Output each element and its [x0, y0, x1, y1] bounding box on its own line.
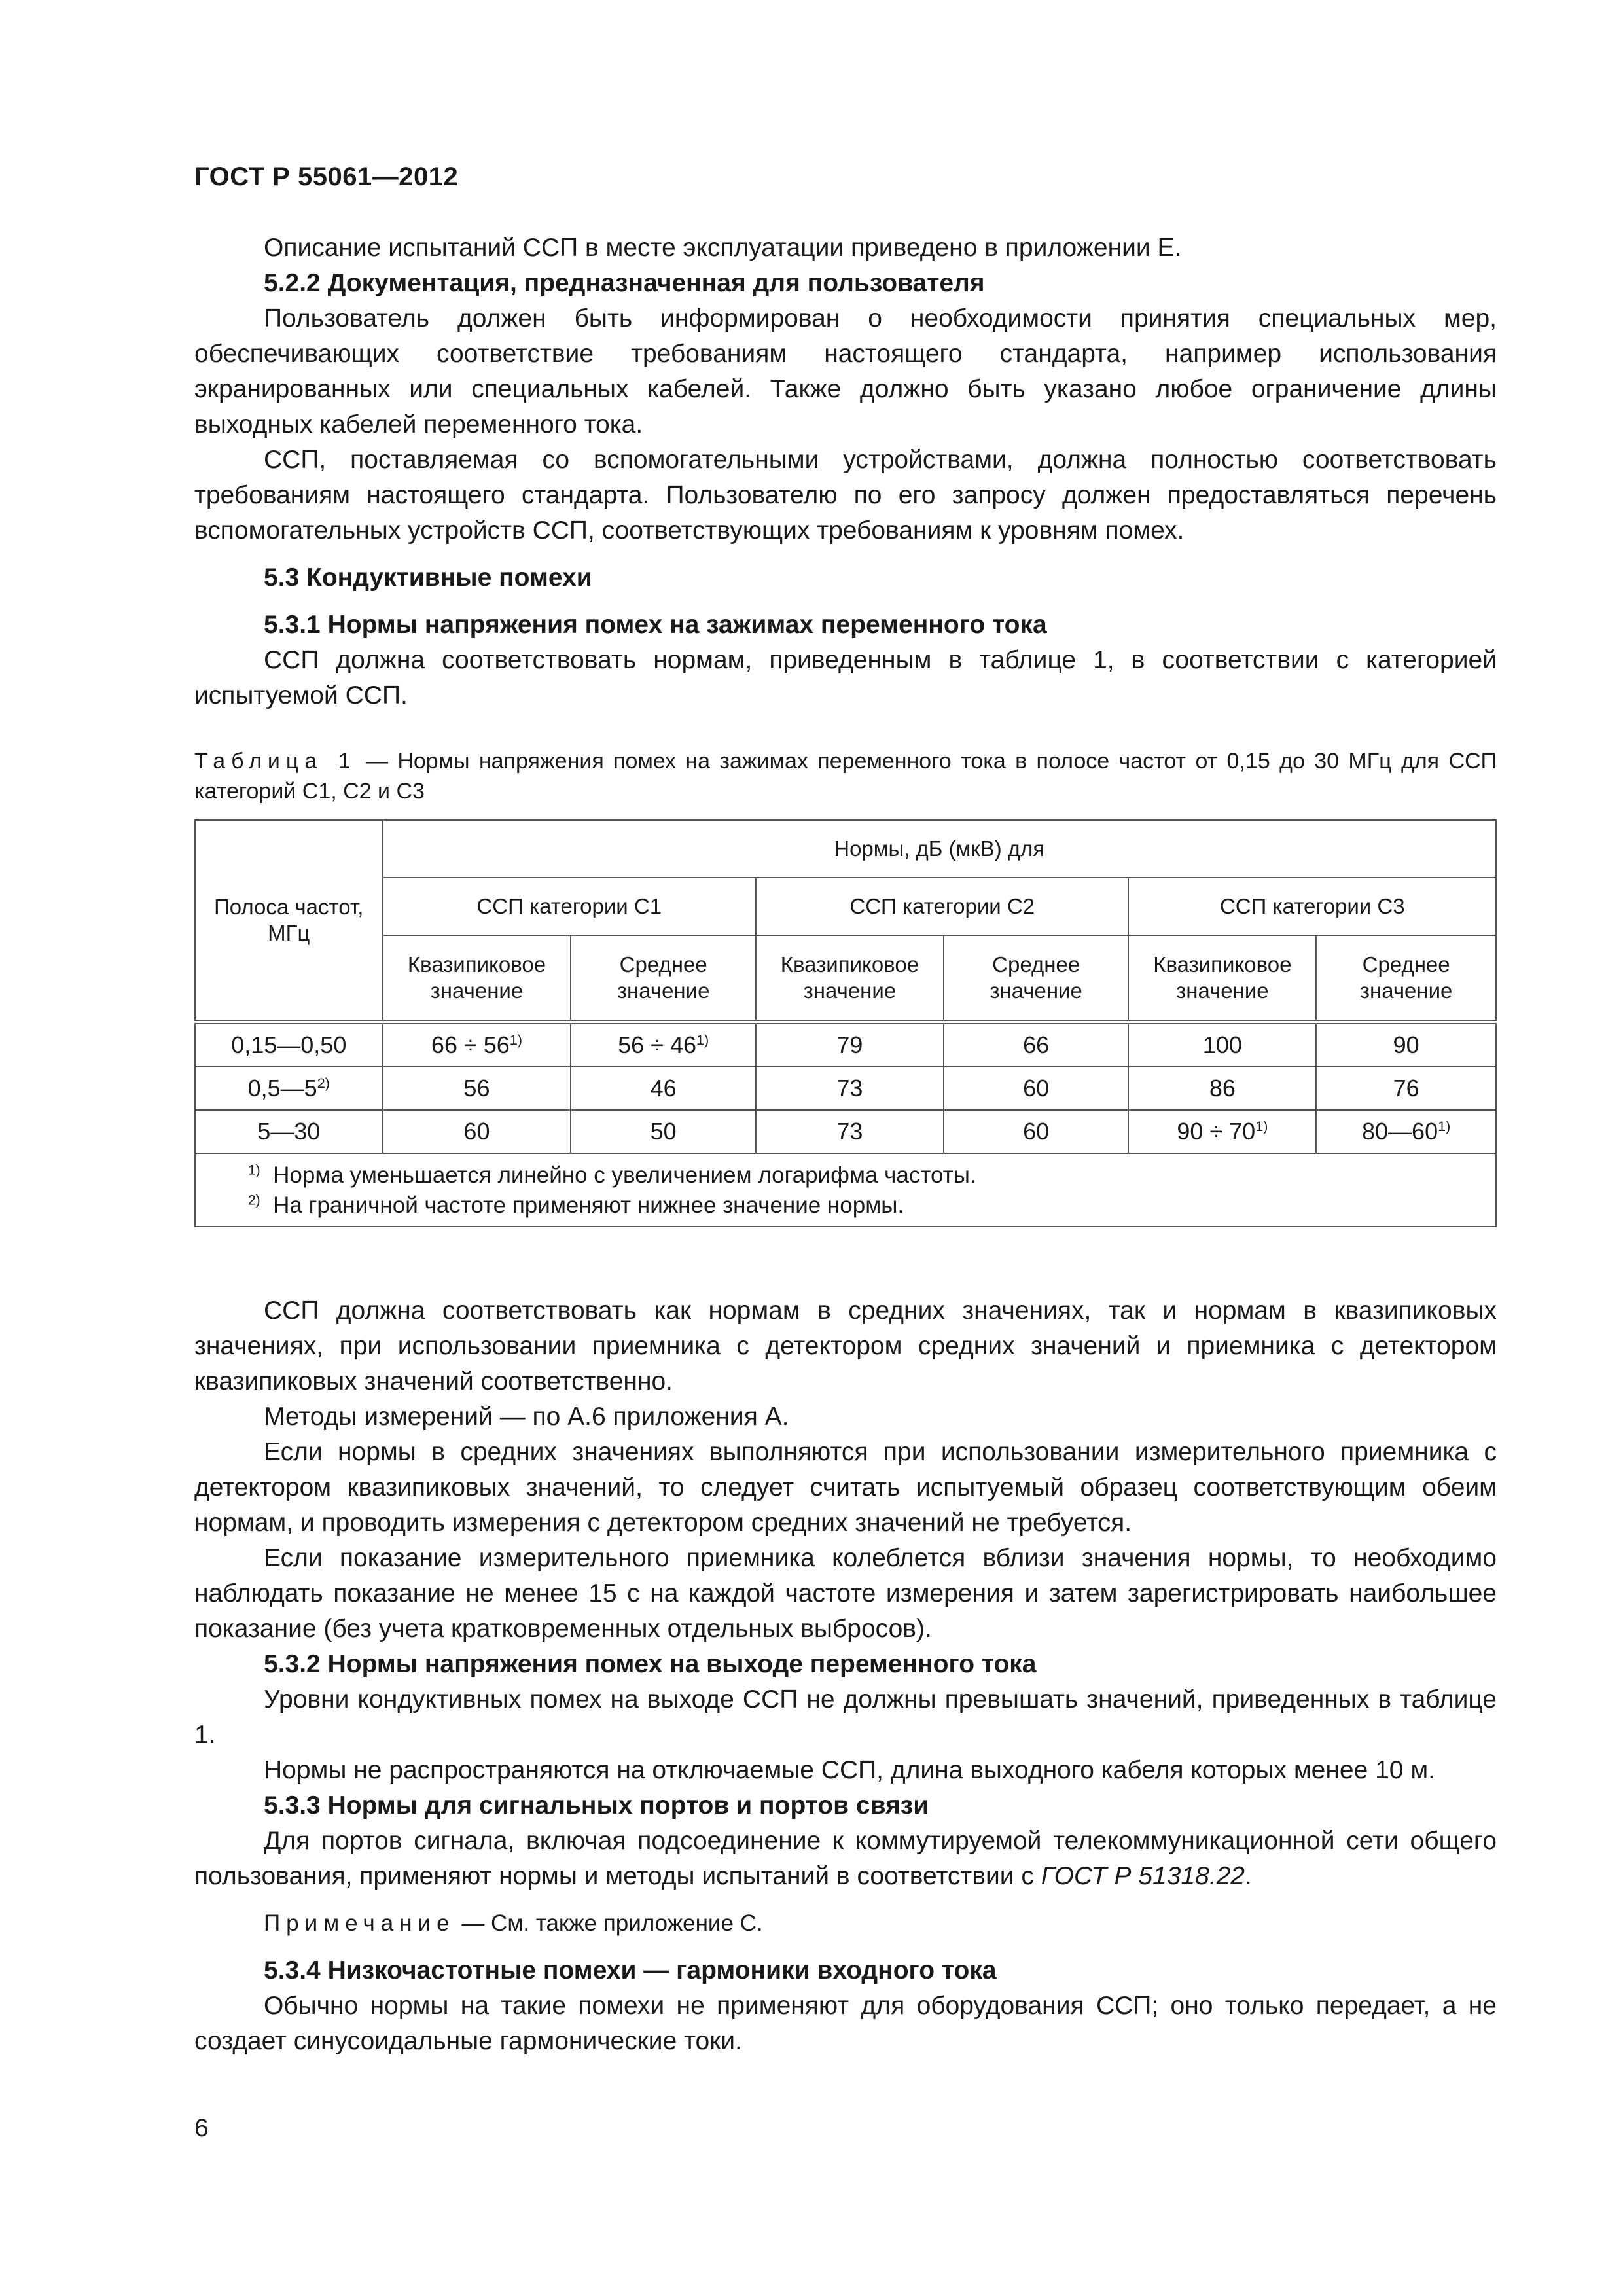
cell-c2-average: 60 — [944, 1067, 1129, 1110]
paragraph-auxiliary-devices: ССП, поставляемая со вспомогательными устройствами, должна полностью соответствовать требованиям настоящего стандарта. Пользователю по его запросу должен предоставляться перечень вспомогательных устройств ССП, соответствующих требованиям к уровням помех. — [194, 446, 1497, 545]
paragraph-methods: Методы измерений — по А.6 приложения А. — [264, 1403, 789, 1431]
footnote-2: $^{2)}$ На граничной частоте применяют нижнее значение нормы. — [248, 1193, 904, 1218]
heading-5-3-2: 5.3.2 Нормы напряжения помех на выходе переменного тока — [264, 1650, 1037, 1678]
header-category-c1: ССП категории С1 — [383, 878, 756, 935]
paragraph-both-norms: ССП должна соответствовать как нормам в средних значениях, так и нормам в квазипиковых значениях, при использовании приемника с детектором средних значений и приемника с детектором квазипиковых значений соответственно. — [194, 1297, 1497, 1395]
paragraph-compliance: ССП должна соответствовать нормам, приведенным в таблице 1, в соответствии с категорией испытуемой ССП. — [194, 646, 1497, 709]
heading-5-3: 5.3 Кондуктивные помехи — [264, 564, 592, 592]
header-category-c2: ССП категории С2 — [756, 878, 1128, 935]
header-frequency-band: Полоса частот, МГц — [195, 820, 383, 1022]
cell-c3-average: 90 — [1316, 1022, 1496, 1067]
paragraph-quasipeak-detector: Если нормы в средних значениях выполняются при использовании измерительного приемника с детектором квазипиковых значений, то следует считать испытуемый образец соответствующим обеим нормам, и проводить измерения с детектором средних значений не требуется. — [194, 1438, 1497, 1537]
header-c2-average: Среднее значение — [944, 935, 1129, 1022]
header-category-c3: ССП категории С3 — [1128, 878, 1496, 935]
norms-table — [194, 819, 1497, 1227]
cell-c3-average: 80—60$^{1)}$ — [1316, 1110, 1496, 1153]
standard-code-header: ГОСТ Р 55061—2012 — [194, 162, 459, 191]
paragraph-harmonics: Обычно нормы на такие помехи не применяют для оборудования ССП; оно только передает, а не создает синусоидальные гармонические токи. — [194, 1992, 1497, 2055]
paragraph-fluctuating-reading: Если показание измерительного приемника колеблется вблизи значения нормы, то необходимо наблюдать показание не менее 15 с на каждой частоте измерения и затем зарегистрировать наибольшее показание (без учета кратковременных отдельных выбросов). — [194, 1544, 1497, 1643]
paragraph-field-tests: Описание испытаний ССП в месте эксплуатации приведено в приложении Е. — [264, 234, 1182, 262]
cell-frequency: 0,15—0,50 — [195, 1022, 383, 1067]
paragraph-signal-ports: Для портов сигнала, включая подсоединение к коммутируемой телекоммуникационной сети общего пользования, применяют нормы и методы испытаний в соответствии с ГОСТ Р 51318.22. — [194, 1827, 1497, 1890]
cell-c3-average: 76 — [1316, 1067, 1496, 1110]
note-text: — См. также приложение С. — [455, 1910, 763, 1936]
cell-frequency: 5—30 — [195, 1110, 383, 1153]
header-c1-average: Среднее значение — [571, 935, 756, 1022]
note — [194, 1906, 1497, 1941]
cell-c1-quasipeak: 56 — [383, 1067, 571, 1110]
table-caption-text: — Нормы напряжения помех на зажимах переменного тока в полосе частот от 0,15 до 30 МГц для ССП категорий С1, С2 и С3 — [194, 749, 1497, 804]
cell-c2-average: 66 — [944, 1022, 1129, 1067]
heading-5-3-3: 5.3.3 Нормы для сигнальных портов и портов связи — [264, 1791, 929, 1820]
heading-5-3-1: 5.3.1 Нормы напряжения помех на зажимах переменного тока — [264, 611, 1047, 639]
table-row — [195, 1022, 1496, 1067]
paragraph-output-levels: Уровни кондуктивных помех на выходе ССП не должны превышать значений, приведенных в таблице 1. — [194, 1685, 1497, 1749]
header-norms: Нормы, дБ (мкВ) для — [383, 820, 1496, 878]
footnote-1: $^{1)}$ Норма уменьшается линейно с увеличением логарифма частоты. — [248, 1162, 976, 1188]
cell-c1-average: $56 \div 46^{1)}$ — [571, 1022, 756, 1067]
header-c2-quasipeak: Квазипиковое значение — [756, 935, 944, 1022]
cell-c1-quasipeak: 60 — [383, 1110, 571, 1153]
header-c3-quasipeak: Квазипиковое значение — [1128, 935, 1316, 1022]
standard-reference: ГОСТ Р 51318.22 — [1041, 1862, 1245, 1890]
cell-c1-average: 50 — [571, 1110, 756, 1153]
header-c1-quasipeak: Квазипиковое значение — [383, 935, 571, 1022]
heading-5-3-4: 5.3.4 Низкочастотные помехи — гармоники входного тока — [264, 1956, 997, 1984]
paragraph-user-info: Пользователь должен быть информирован о необходимости принятия специальных мер, обеспечивающих соответствие требованиям настоящего стандарта, например использования экранированных или специальных кабелей. Также должно быть указано любое ограничение длины выходных кабелей переменного тока. — [194, 304, 1497, 439]
bottom-text-block — [194, 1293, 1497, 2059]
paragraph-cable-length: Нормы не распространяются на отключаемые ССП, длина выходного кабеля которых менее 10 м. — [264, 1756, 1435, 1784]
cell-c3-quasipeak: 100 — [1128, 1022, 1316, 1067]
cell-c2-quasipeak: 73 — [756, 1110, 944, 1153]
table-row — [195, 1110, 1496, 1153]
top-text-block — [194, 230, 1497, 713]
page-number: 6 — [194, 2114, 209, 2142]
cell-frequency: 0,5—5$^{2)}$ — [195, 1067, 383, 1110]
table-caption-label: Таблица 1 — [194, 749, 357, 774]
cell-c2-quasipeak: 79 — [756, 1022, 944, 1067]
heading-5-2-2: 5.2.2 Документация, предназначенная для пользователя — [264, 269, 985, 297]
cell-c3-quasipeak: 86 — [1128, 1067, 1316, 1110]
cell-c1-average: 46 — [571, 1067, 756, 1110]
cell-c3-quasipeak: $90 \div 70^{1)}$ — [1128, 1110, 1316, 1153]
note-label: Примечание — [264, 1910, 455, 1936]
cell-c2-quasipeak: 73 — [756, 1067, 944, 1110]
table-row — [195, 1067, 1496, 1110]
table-caption — [194, 746, 1497, 806]
cell-c1-quasipeak: $66 \div 56^{1)}$ — [383, 1022, 571, 1067]
header-c3-average: Среднее значение — [1316, 935, 1496, 1022]
table-footnotes — [195, 1153, 1496, 1227]
cell-c2-average: 60 — [944, 1110, 1129, 1153]
